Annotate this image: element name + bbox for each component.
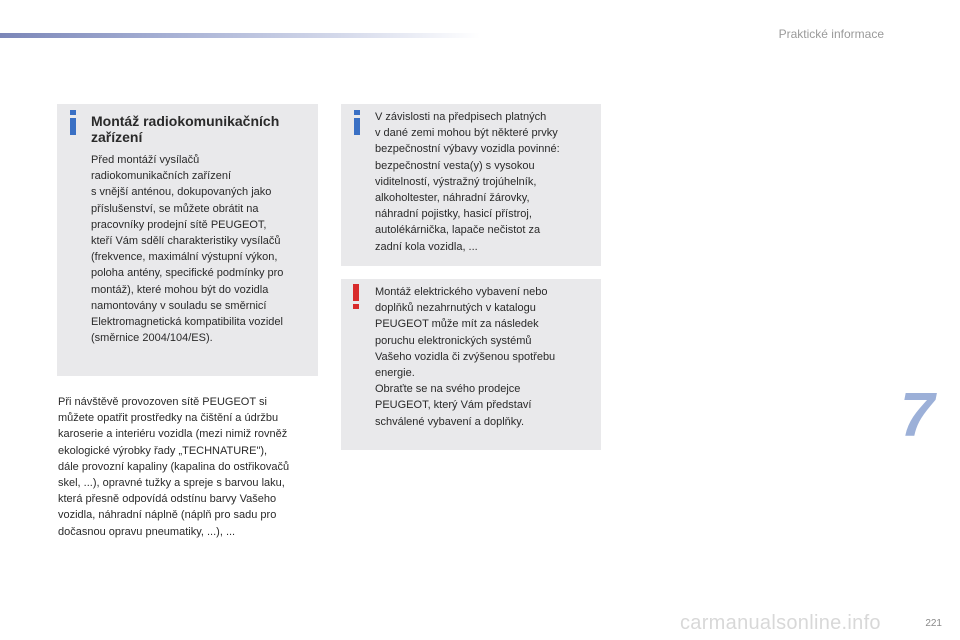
warning-box-text: Montáž elektrického vybavení nebo doplňků nezahrnutých v katalogu PEUGEOT může mít za následek poruchu elektronických systémů Vašeho vozidla či zvýšenou spotřebu energie. Obraťte se na svého prodejce PEUGEOT, který Vám představí schválené vybavení a doplňky. [375,286,556,428]
exclamation-icon [351,284,361,312]
info-icon [352,110,362,138]
chapter-number: 7 [900,381,935,450]
header-gradient-bar [0,33,480,38]
accessories-paragraph: Při návštěvě provozoven sítě PEUGEOT si můžete opatřit prostředky na čištění a údržbu karoserie a interiéru vozidla (mezi nimiž rovněž ekologické výrobky řady „TECHNATURE"), dále provozní kapaliny (kapalina do ostřikovačů skel, ...), opravné tužky a spreje s barvou laku, která přesně odpovídá odstínu barvy Vašeho vozidla, náhradní náplně (náplň pro sadu pro dočasnou opravu pneumatiky, ...), ... [58,396,290,538]
info-box-radio-text: Před montáží vysílačů radiokomunikačních zařízení s vnější anténou, dokupovaných jako příslušenství, se můžete obrátit na pracovníky prodejní sítě PEUGEOT, kteří Vám sdělí charakteristiky vysílačů (frekvence, maximální výstupní výkon, poloha antény, specifické podmínky pro montáž), které mohou být do vozidla namontovány v souladu se směrnicí Elektromagnetická kompatibilita vozidel (směrnice 2004/104/ES). [91,154,284,345]
section-title: Praktické informace [778,27,884,41]
info-box-radio [57,104,318,376]
page-number: 221 [925,618,942,629]
info-box-safety-text: V závislosti na předpisech platných v dané zemi mohou být některé prvky bezpečnostní výbavy vozidla povinné: bezpečnostní vesta(y) s vysokou viditelností, výstražný trojúhelník, alkoholtester, náhradní žárovky, náhradní pojistky, hasicí přístroj, autolékárnička, lapače nečistot za zadní kola vozidla, ... [375,111,560,253]
info-box-radio-title: Montáž radiokomunikačních zařízení [91,113,280,145]
info-box-safety [341,104,601,266]
watermark: carmanualsonline.info [680,612,881,634]
info-icon [68,110,78,138]
warning-box [341,279,601,450]
